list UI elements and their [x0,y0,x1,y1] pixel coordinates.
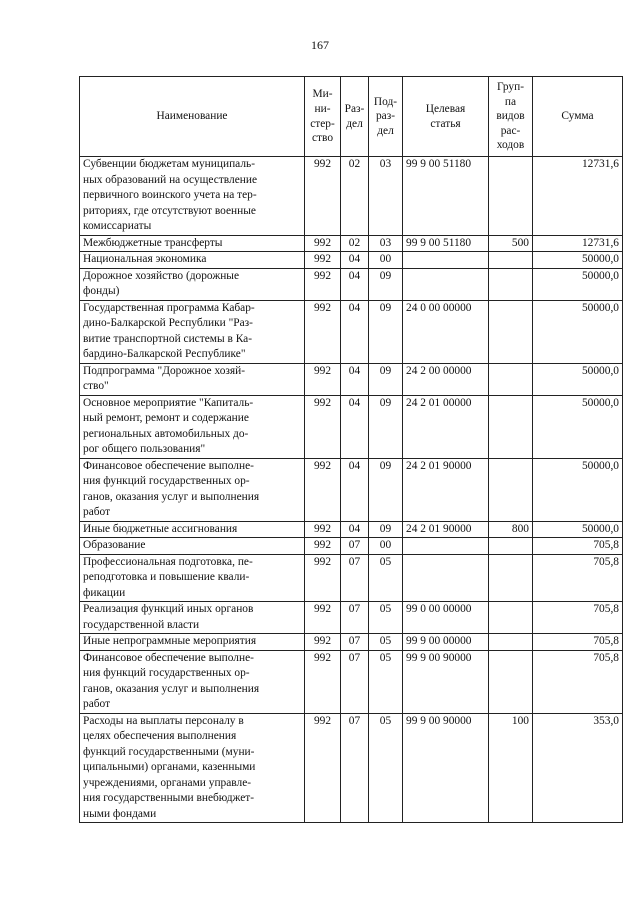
cell-group: 500 [489,235,533,252]
table-row [80,634,623,651]
cell-ministry: 992 [305,458,341,521]
cell-section: 04 [341,252,369,269]
cell-section: 07 [341,538,369,555]
cell-group [489,634,533,651]
header-target: Целевая статья [403,77,489,157]
cell-subsection: 09 [369,521,403,538]
cell-target: 99 9 00 00000 [403,634,489,651]
cell-target: 99 0 00 00000 [403,602,489,634]
cell-ministry: 992 [305,650,341,713]
cell-amount: 353,0 [533,713,623,823]
header-section: Раз- дел [341,77,369,157]
cell-ministry: 992 [305,268,341,300]
cell-ministry: 992 [305,713,341,823]
budget-table [79,76,623,823]
cell-target: 24 0 00 00000 [403,300,489,363]
cell-section: 07 [341,554,369,602]
table-row [80,252,623,269]
table-row [80,300,623,363]
cell-target: 24 2 01 90000 [403,458,489,521]
table-row [80,395,623,458]
table-row [80,235,623,252]
cell-amount: 50000,0 [533,395,623,458]
cell-subsection: 09 [369,268,403,300]
cell-target [403,268,489,300]
cell-section: 07 [341,650,369,713]
cell-target: 99 9 00 90000 [403,713,489,823]
cell-subsection: 05 [369,650,403,713]
cell-name: Иные бюджетные ассигнования [80,521,305,538]
cell-subsection: 03 [369,235,403,252]
cell-name: Финансовое обеспечение выполне- ния функций государственных ор- ганов, оказания услуг и выполнения работ [80,650,305,713]
cell-amount: 705,8 [533,650,623,713]
cell-subsection: 09 [369,395,403,458]
cell-name: Государственная программа Кабар- дино-Балкарской Республики "Раз- витие транспортной системы в Ка- бардино-Балкарской Республике" [80,300,305,363]
cell-group [489,538,533,555]
cell-subsection: 00 [369,538,403,555]
cell-ministry: 992 [305,602,341,634]
cell-section: 02 [341,235,369,252]
cell-section: 04 [341,395,369,458]
cell-target: 24 2 01 00000 [403,395,489,458]
header-amount: Сумма [533,77,623,157]
cell-name: Иные непрограммные мероприятия [80,634,305,651]
cell-amount: 705,8 [533,602,623,634]
header-subsection: Под- раз- дел [369,77,403,157]
cell-group [489,268,533,300]
cell-name: Реализация функций иных органов государственной власти [80,602,305,634]
cell-section: 04 [341,363,369,395]
cell-subsection: 09 [369,458,403,521]
cell-amount: 50000,0 [533,300,623,363]
table-row [80,458,623,521]
cell-subsection: 09 [369,363,403,395]
cell-target: 24 2 01 90000 [403,521,489,538]
cell-target [403,538,489,555]
cell-amount: 50000,0 [533,521,623,538]
cell-subsection: 05 [369,634,403,651]
cell-target: 24 2 00 00000 [403,363,489,395]
cell-amount: 705,8 [533,538,623,555]
cell-group [489,650,533,713]
cell-name: Межбюджетные трансферты [80,235,305,252]
table-row [80,713,623,823]
cell-subsection: 05 [369,602,403,634]
cell-group [489,602,533,634]
cell-group [489,363,533,395]
cell-name: Профессиональная подготовка, пе- реподготовка и повышение квали- фикации [80,554,305,602]
page-number: 167 [311,38,329,52]
cell-target [403,252,489,269]
table-row [80,268,623,300]
cell-amount: 50000,0 [533,458,623,521]
cell-section: 04 [341,521,369,538]
table-row [80,363,623,395]
cell-subsection: 05 [369,554,403,602]
cell-amount: 705,8 [533,634,623,651]
cell-ministry: 992 [305,157,341,236]
cell-amount: 50000,0 [533,252,623,269]
cell-group [489,252,533,269]
cell-group [489,458,533,521]
cell-section: 07 [341,713,369,823]
cell-name: Финансовое обеспечение выполне- ния функций государственных ор- ганов, оказания услуг и выполнения работ [80,458,305,521]
cell-amount: 50000,0 [533,268,623,300]
cell-ministry: 992 [305,538,341,555]
cell-section: 04 [341,300,369,363]
cell-amount: 705,8 [533,554,623,602]
header-ministry: Ми- ни- стер- ство [305,77,341,157]
cell-name: Дорожное хозяйство (дорожные фонды) [80,268,305,300]
table-body [80,157,623,823]
cell-group: 800 [489,521,533,538]
cell-target [403,554,489,602]
cell-ministry: 992 [305,521,341,538]
cell-ministry: 992 [305,363,341,395]
cell-target: 99 9 00 51180 [403,235,489,252]
table-row [80,602,623,634]
cell-group: 100 [489,713,533,823]
header-group: Груп- па видов рас- ходов [489,77,533,157]
cell-name: Субвенции бюджетам муниципаль- ных образований на осуществление первичного воинского учета на тер- риториях, где отсутствуют военные комиссариаты [80,157,305,236]
table-row [80,157,623,236]
cell-name: Образование [80,538,305,555]
cell-ministry: 992 [305,300,341,363]
cell-subsection: 00 [369,252,403,269]
cell-group [489,395,533,458]
table-row [80,650,623,713]
cell-target: 99 9 00 51180 [403,157,489,236]
cell-section: 04 [341,268,369,300]
cell-target: 99 9 00 90000 [403,650,489,713]
header-name: Наименование [80,77,305,157]
cell-group [489,157,533,236]
cell-name: Расходы на выплаты персоналу в целях обеспечения выполнения функций государственными (муни- ципальными) органами, казенными учреждениями, органами управле- ния государственными внебюджет- ными фондами [80,713,305,823]
cell-subsection: 03 [369,157,403,236]
cell-section: 02 [341,157,369,236]
cell-amount: 12731,6 [533,157,623,236]
table-row [80,521,623,538]
cell-group [489,300,533,363]
cell-ministry: 992 [305,235,341,252]
cell-ministry: 992 [305,395,341,458]
cell-ministry: 992 [305,634,341,651]
cell-ministry: 992 [305,252,341,269]
cell-name: Национальная экономика [80,252,305,269]
cell-name: Подпрограмма "Дорожное хозяй- ство" [80,363,305,395]
cell-name: Основное мероприятие "Капиталь- ный ремонт, ремонт и содержание региональных автомобильных до- рог общего пользования" [80,395,305,458]
cell-amount: 12731,6 [533,235,623,252]
cell-section: 07 [341,634,369,651]
cell-ministry: 992 [305,554,341,602]
table-row [80,538,623,555]
table-row [80,554,623,602]
cell-group [489,554,533,602]
cell-amount: 50000,0 [533,363,623,395]
cell-subsection: 05 [369,713,403,823]
cell-section: 07 [341,602,369,634]
cell-section: 04 [341,458,369,521]
cell-subsection: 09 [369,300,403,363]
